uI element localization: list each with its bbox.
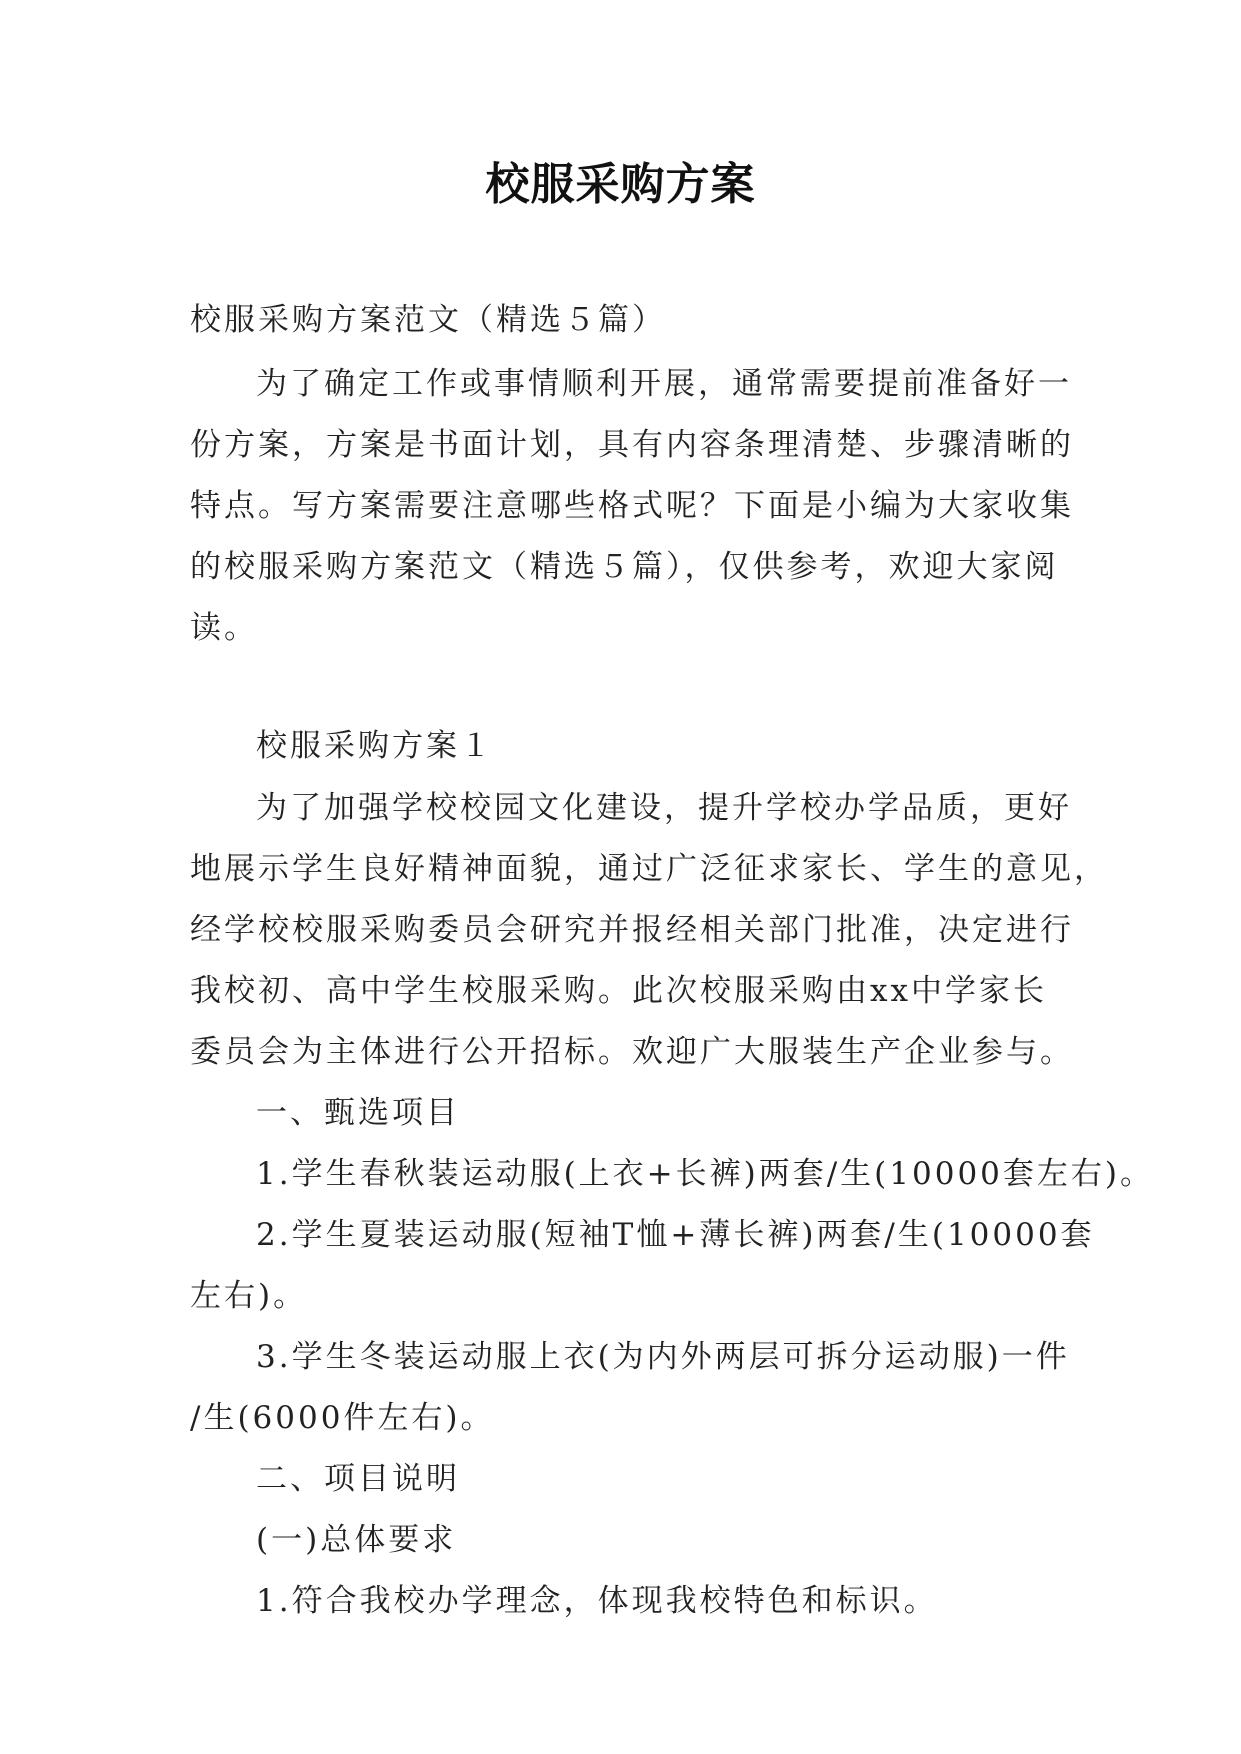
subtitle-line: 校服采购方案范文（精选５篇） [190, 302, 666, 338]
paragraph-line: 经学校校服采购委员会研究并报经相关部门批准，决定进行 [190, 912, 1074, 948]
paragraph-line: 读。 [190, 610, 258, 646]
list-item: 1.学生春秋装运动服(上衣+长裤)两套/生(10000套左右)。 [256, 1156, 1154, 1192]
document-title: 校服采购方案 [485, 159, 756, 210]
list-item-continuation: /生(6000件左右)。 [190, 1400, 495, 1436]
paragraph-line: 为了加强学校校园文化建设，提升学校办学品质，更好 [256, 790, 1072, 826]
section-heading: 校服采购方案１ [256, 728, 494, 764]
paragraph-line: 委员会为主体进行公开招标。欢迎广大服装生产企业参与。 [190, 1034, 1074, 1070]
list-item: 1.符合我校办学理念，体现我校特色和标识。 [256, 1583, 938, 1619]
paragraph-line: 我校初、高中学生校服采购。此次校服采购由xx中学家长 [190, 973, 1047, 1009]
subsection-heading: (一)总体要求 [256, 1522, 457, 1558]
paragraph-line: 为了确定工作或事情顺利开展，通常需要提前准备好一 [256, 366, 1072, 402]
list-item-continuation: 左右)。 [190, 1278, 308, 1314]
list-item: 3.学生冬装运动服上衣(为内外两层可拆分运动服)一件 [256, 1339, 1070, 1375]
list-item: 2.学生夏装运动服(短袖T恤+薄长裤)两套/生(10000套 [256, 1217, 1095, 1253]
section-heading: 一、甄选项目 [256, 1095, 460, 1131]
paragraph-line: 的校服采购方案范文（精选５篇），仅供参考，欢迎大家阅 [190, 549, 1059, 585]
paragraph-line: 地展示学生良好精神面貌，通过广泛征求家长、学生的意见， [190, 851, 1108, 887]
paragraph-line: 特点。写方案需要注意哪些格式呢？下面是小编为大家收集 [190, 488, 1074, 524]
paragraph-line: 份方案，方案是书面计划，具有内容条理清楚、步骤清晰的 [190, 427, 1074, 463]
section-heading: 二、项目说明 [256, 1461, 460, 1497]
